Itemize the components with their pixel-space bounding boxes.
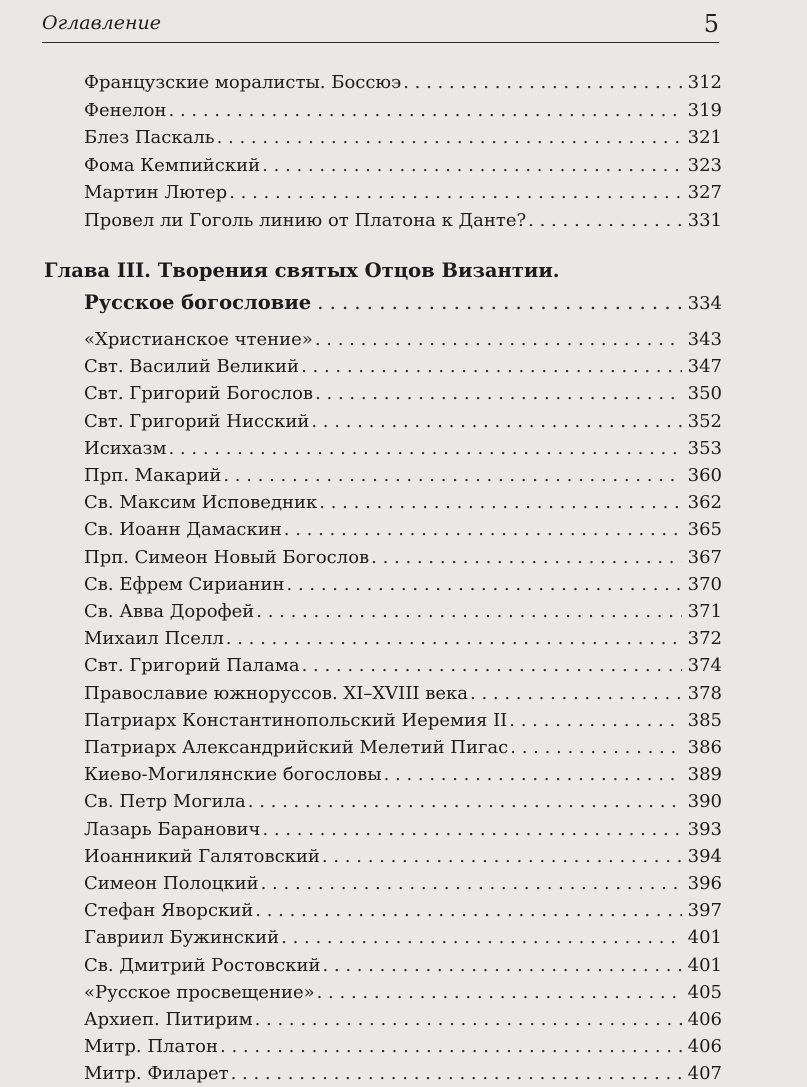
leader-dots <box>261 871 682 897</box>
leader-dots <box>217 125 682 151</box>
toc-entry <box>84 153 722 179</box>
toc-entry-title: Св. Петр Могила <box>84 791 246 813</box>
toc-entry-title: Лазарь Баранович <box>84 818 261 840</box>
toc-entry-title: Патриарх Константинопольский Иеремия II <box>84 709 508 731</box>
running-header <box>42 8 719 43</box>
toc-entry <box>84 817 722 843</box>
toc-entry-title: Св. Ефрем Сирианин <box>84 573 285 595</box>
toc-entry-title: Прп. Симеон Новый Богослов <box>84 546 370 568</box>
toc-entry-page: 331 <box>687 210 722 231</box>
toc-entry-page: 374 <box>687 655 722 677</box>
leader-dots <box>223 463 682 489</box>
toc-entry-page: 362 <box>687 492 722 514</box>
leader-dots <box>168 436 682 462</box>
toc-entry <box>84 180 722 206</box>
toc-entry-title: Свт. Григорий Богослов <box>84 383 314 405</box>
toc-entry-page: 347 <box>687 356 722 378</box>
leader-dots <box>220 1034 682 1060</box>
toc-entry-title: «Христианское чтение» <box>84 329 313 350</box>
toc-entry-title: Гавриил Бужинский <box>84 927 280 949</box>
toc-entry <box>84 925 722 951</box>
toc-entry-page: 365 <box>687 519 722 541</box>
toc-entry-title: Иоанникий Галятовский <box>84 845 320 867</box>
leader-dots <box>384 762 682 788</box>
toc-entry <box>84 708 722 734</box>
toc-entry <box>84 208 722 234</box>
toc-entry-title: Стефан Яворский <box>84 900 254 922</box>
toc-entry-title: Митр. Платон <box>84 1036 219 1058</box>
toc-entry-title: Св. Максим Исповедник <box>84 492 318 514</box>
toc-entry <box>84 409 722 435</box>
toc-entry-title: «Русское просвещение» <box>84 981 315 1003</box>
toc-entry-title: Свт. Григорий Палама <box>84 655 300 677</box>
toc-entry-page: 323 <box>687 154 722 176</box>
leader-dots <box>248 789 682 815</box>
toc-entry-page: 401 <box>687 954 722 976</box>
toc-entry-page: 390 <box>687 791 722 813</box>
toc-entry-title: Фенелон <box>84 99 167 121</box>
chapter-title: Глава III. Творения святых Отцов Византии. <box>44 259 560 282</box>
toc-entry <box>84 572 722 598</box>
leader-dots <box>315 327 682 353</box>
toc-entry-title: Киево-Могилянские богословы <box>84 764 382 786</box>
toc-entry <box>84 436 722 462</box>
chapter-subtitle-entry <box>84 290 722 317</box>
toc-entry-title: Прп. Макарий <box>84 465 222 486</box>
toc-entry-page: 397 <box>687 900 722 922</box>
toc-entry <box>84 125 722 151</box>
leader-dots <box>403 70 682 96</box>
toc-entry-title: Симеон Полоцкий <box>84 873 259 894</box>
toc-entry <box>84 898 722 924</box>
toc-entry-page: 327 <box>687 182 722 204</box>
toc-entry-page: 407 <box>687 1063 722 1085</box>
toc-entry-title: Свт. Василий Великий <box>84 356 300 378</box>
toc-entry <box>84 762 722 788</box>
toc-entry-title: Православие южноруссов. XI–XVIII века <box>84 682 468 704</box>
leader-dots <box>315 381 682 407</box>
toc-entry <box>84 953 722 979</box>
toc-entry-page: 367 <box>687 546 722 568</box>
toc-entry-page: 372 <box>687 628 722 650</box>
chapter-page: 334 <box>687 293 722 314</box>
toc-entry-title: Св. Дмитрий Ростовский <box>84 954 321 976</box>
leader-dots <box>301 354 682 380</box>
toc-entry-page: 370 <box>687 573 722 595</box>
toc-entry-page: 321 <box>687 127 722 149</box>
toc-entry-page: 343 <box>687 329 722 350</box>
leader-dots <box>322 844 682 870</box>
toc-entry-title: Провел ли Гоголь линию от Платона к Данте? <box>84 210 527 231</box>
toc-entry-page: 360 <box>687 465 722 486</box>
leader-dots <box>317 290 681 316</box>
leader-dots <box>371 545 682 571</box>
leader-dots <box>510 735 682 761</box>
toc-entry-page: 405 <box>687 981 722 1003</box>
toc-entry-title: Архиеп. Питирим <box>84 1009 253 1030</box>
toc-entry-title: Свт. Григорий Нисский <box>84 410 310 432</box>
toc-entry <box>84 517 722 543</box>
leader-dots <box>231 1061 682 1087</box>
toc-entry-title: Св. Иоанн Дамаскин <box>84 519 282 541</box>
toc-entry <box>84 98 722 124</box>
toc-entry <box>84 789 722 815</box>
toc-entry-page: 371 <box>687 601 722 622</box>
toc-entry-page: 353 <box>687 437 722 459</box>
leader-dots <box>262 153 682 179</box>
toc-entry-page: 319 <box>687 99 722 121</box>
toc-entry-page: 385 <box>687 709 722 731</box>
leader-dots <box>319 490 682 516</box>
leader-dots <box>284 517 682 543</box>
toc-entry <box>84 681 722 707</box>
leader-dots <box>317 980 682 1006</box>
toc-entry-page: 389 <box>687 764 722 786</box>
leader-dots <box>302 653 682 679</box>
leader-dots <box>262 817 682 843</box>
leader-dots <box>322 953 682 979</box>
toc-entry <box>84 844 722 870</box>
toc-entry <box>84 490 722 516</box>
toc-entry-page: 352 <box>687 410 722 432</box>
toc-entry <box>84 70 722 96</box>
toc-entry <box>84 626 722 652</box>
leader-dots <box>287 572 683 598</box>
toc-entry-page: 312 <box>687 72 722 93</box>
leader-dots <box>311 409 682 435</box>
toc-entry <box>84 545 722 571</box>
toc-entry-page: 406 <box>687 1036 722 1058</box>
leader-dots <box>509 708 682 734</box>
toc-entry-title: Блез Паскаль <box>84 127 215 149</box>
toc-entry-page: 386 <box>687 737 722 758</box>
page-number: 5 <box>703 10 719 38</box>
toc-entry-page: 378 <box>687 682 722 704</box>
toc-entry <box>84 599 722 625</box>
leader-dots <box>470 681 682 707</box>
toc-entry-page: 393 <box>687 818 722 840</box>
toc-entry-page: 396 <box>687 873 722 894</box>
toc-entry <box>84 463 722 489</box>
leader-dots <box>256 599 682 625</box>
toc-entry <box>84 381 722 407</box>
chapter-subtitle: Русское богословие <box>84 291 312 314</box>
toc-entry-page: 406 <box>687 1009 722 1030</box>
toc-entry <box>84 354 722 380</box>
toc-entry <box>84 735 722 761</box>
toc-entry-title: Патриарх Александрийский Мелетий Пигас <box>84 737 509 758</box>
toc-entry <box>84 1061 722 1087</box>
toc-entry-title: Мартин Лютер <box>84 182 228 204</box>
toc-entry-title: Фома Кемпийский <box>84 154 261 176</box>
running-title: Оглавление <box>42 12 162 34</box>
toc-entry-page: 350 <box>687 383 722 405</box>
toc-entry <box>84 653 722 679</box>
toc-entry-title: Св. Авва Дорофей <box>84 601 255 622</box>
toc-entry <box>84 871 722 897</box>
toc-entry-title: Михаил Пселл <box>84 628 224 650</box>
toc-entry <box>84 327 722 353</box>
toc-entry <box>84 1007 722 1033</box>
leader-dots <box>528 208 682 234</box>
leader-dots <box>255 1007 682 1033</box>
leader-dots <box>229 180 682 206</box>
toc-entry-title: Французские моралисты. Боссюэ <box>84 72 402 93</box>
toc-entry-page: 394 <box>687 845 722 867</box>
toc-entry-title: Исихазм <box>84 437 167 459</box>
leader-dots <box>255 898 682 924</box>
toc-entry <box>84 1034 722 1060</box>
leader-dots <box>281 925 682 951</box>
toc-entry <box>84 980 722 1006</box>
leader-dots <box>226 626 682 652</box>
toc-entry-page: 401 <box>687 927 722 949</box>
leader-dots <box>169 98 682 124</box>
toc-entry-title: Митр. Филарет <box>84 1063 229 1085</box>
